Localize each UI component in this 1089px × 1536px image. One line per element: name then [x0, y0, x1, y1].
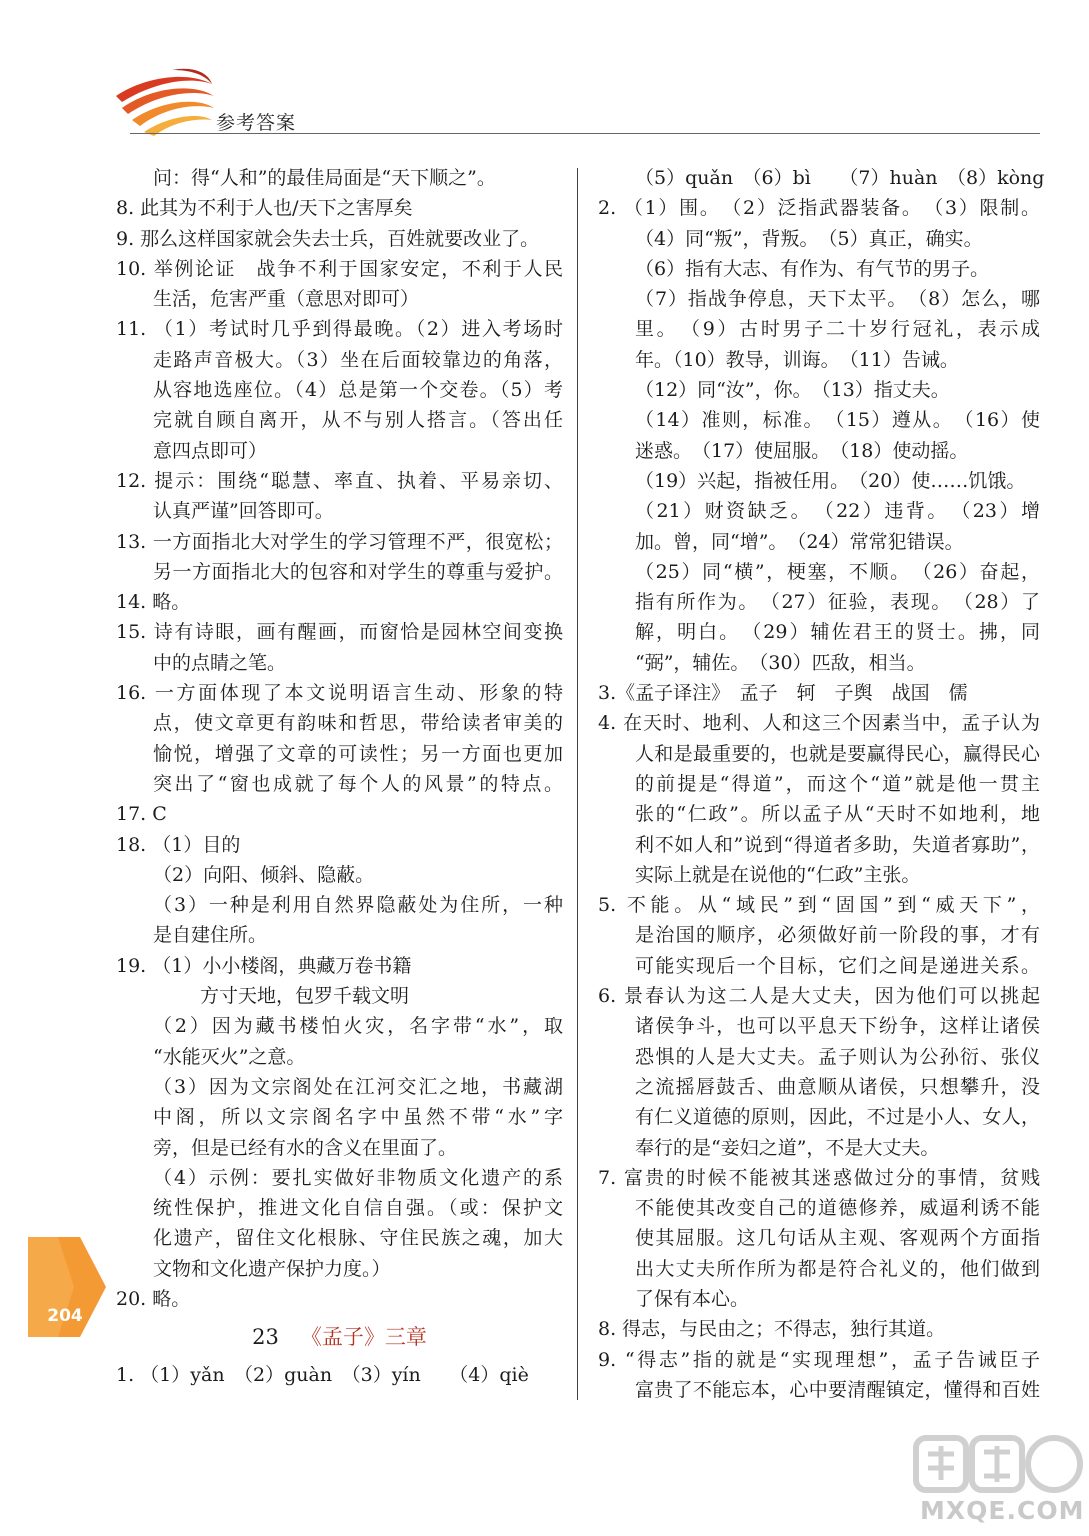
answer-line: 方寸天地，包罗千载文明	[200, 985, 410, 1008]
answer-line: 愉悦，增强了文章的可读性；另一方面也更加	[153, 742, 563, 765]
answer-line: 4. 在天时、地利、人和这三个因素当中，孟子认为	[598, 712, 1040, 735]
answer-line: 年。（10）教导，训诲。 （11）告诫。	[635, 348, 959, 371]
answer-line: 旁，但是已经有水的含义在里面了。	[153, 1136, 458, 1159]
answer-line: 9. “得志”指的就是“实现理想”，孟子告诫臣子	[598, 1348, 1040, 1371]
answer-line: 12. 提示：围绕“聪慧、率直、执着、平易亲切、	[116, 469, 563, 492]
answer-line: 出大丈夫所作所为都是符合礼义的，他们做到	[635, 1257, 1040, 1280]
answer-line: 1. （1）yǎn （2）guàn （3）yín （4）qiè	[116, 1364, 529, 1387]
answer-line: “弼”，辅佐。 （30）匹敌，相当。	[635, 651, 926, 674]
answer-line: 15. 诗有诗眼，画有醒画，而窗恰是园林空间变换	[116, 621, 563, 644]
answer-line: 20. 略。	[116, 1287, 191, 1310]
swoosh-logo-icon	[112, 62, 216, 136]
answer-line: （4）示例：要扎实做好非物质文化遗产的系	[153, 1166, 563, 1189]
answer-line: 意四点即可）	[153, 439, 268, 462]
column-divider	[577, 168, 578, 1400]
answer-line: 18. （1）目的	[116, 833, 241, 856]
answer-line: 加。曾，同“增”。 （24）常常犯错误。	[635, 530, 964, 553]
answer-line: 迷惑。 （17）使屈服。 （18）使动摇。	[635, 439, 969, 462]
answer-line: 13. 一方面指北大对学生的学习管理不严，很宽松；	[116, 530, 563, 553]
answer-line: （19）兴起，指被任用。 （20）使……饥饿。	[635, 469, 1026, 492]
page-number: 204	[47, 1306, 83, 1326]
answer-line: 是自建住所。	[153, 924, 268, 947]
answer-line: 2. （1）围。 （2）泛指武器装备。 （3）限制。	[598, 197, 1040, 220]
answer-line: 生活，危害严重（意思对即可）	[153, 288, 420, 311]
answer-line: 点，使文章更有韵味和哲思，带给读者审美的	[153, 712, 563, 735]
answer-line: 指有所作为。 （27）征验，表现。 （28）了	[635, 591, 1040, 614]
answer-line: 19. （1）小小楼阁，典藏万卷书籍	[116, 954, 412, 977]
answer-line: 利不如人和”说到“得道者多助，失道者寡助”，	[635, 833, 1040, 856]
answer-line: 10. 举例论证 战争不利于国家安定，不利于人民	[116, 257, 563, 280]
answer-line: 中阁，所以文宗阁名字中虽然不带“水”字	[153, 1106, 563, 1129]
header-rule	[130, 133, 1040, 134]
answer-line: 走路声音极大。（3）坐在后面较靠边的角落，	[153, 348, 563, 371]
answer-line: （5）quǎn （6）bì （7）huàn （8）kòng	[635, 167, 1045, 189]
answer-line: 使其屈服。这几句话从主观、客观两个方面指	[635, 1227, 1040, 1250]
answer-line: 9. 那么这样国家就会失去士兵，百姓就要改业了。	[116, 227, 540, 250]
answer-line: 实际上就是在说他的“仁政”主张。	[635, 863, 921, 886]
answer-line: 了保有本心。	[635, 1287, 750, 1310]
answer-line: 8. 得志，与民由之；不得志，独行其道。	[598, 1318, 946, 1341]
answer-line: 14. 略。	[116, 591, 191, 614]
answer-line: 不能使其改变自己的道德修养，威逼利诱不能	[635, 1197, 1040, 1220]
answer-line: （12）同“汝”，你。 （13）指丈夫。	[635, 379, 950, 402]
answer-line: 问：得“人和”的最佳局面是“天下顺之”。	[153, 167, 496, 189]
answer-line: 8. 此其为不利于人也/天下之害厚矣	[116, 197, 413, 220]
answer-line: 16. 一方面体现了本文说明语言生动、形象的特	[116, 682, 563, 705]
left-column	[116, 163, 563, 1391]
answer-line: 诸侯争斗，也可以平息天下纷争，这样让诸侯	[635, 1015, 1040, 1038]
answer-line: （3）一种是利用自然界隐蔽处为住所，一种	[153, 894, 563, 917]
page-header	[0, 0, 1089, 140]
answer-line: （2）因为藏书楼怕火灾，名字带“水”，取	[153, 1015, 563, 1038]
answer-line: 5. 不能。从“域民”到“固国”到“威天下”，	[598, 894, 1040, 917]
section-title	[116, 1314, 563, 1360]
answer-line: 统性保护，推进文化自信自强。（或：保护文	[153, 1197, 563, 1220]
answer-line: 里。 （9）古时男子二十岁行冠礼，表示成	[635, 318, 1040, 341]
answer-line: 之流摇唇鼓舌、曲意顺从诸侯，只想攀升，没	[635, 1075, 1040, 1098]
answer-line: 3.《孟子译注》 孟子 轲 子舆 战国 儒	[598, 682, 968, 705]
answer-line: （14）准则，标准。 （15）遵从。 （16）使	[635, 409, 1040, 432]
answer-line: （6）指有大志、有作为、有气节的男子。	[635, 257, 990, 280]
section-title-name: 《孟子》三章	[300, 1325, 427, 1350]
right-column	[598, 163, 1045, 1405]
answer-line: 完就自顾自离开，从不与别人搭言。（答出任	[153, 409, 563, 432]
answer-line: “水能灭火”之意。	[153, 1045, 306, 1068]
section-title-number: 23	[252, 1325, 279, 1350]
answer-line: 的前提是“得道”，而这个“道”就是他一贯主	[635, 772, 1040, 795]
answer-line: 另一方面指北大的包容和对学生的尊重与爱护。	[153, 560, 563, 583]
answer-line: 17. C	[116, 803, 167, 826]
answer-line: 突出了“窗也成就了每个人的风景”的特点。	[153, 772, 563, 795]
answer-line: （4）同“叛”，背叛。 （5）真正，确实。	[635, 227, 983, 250]
watermark-text: MXQE.COM	[920, 1496, 1085, 1525]
answer-line: 中的点睛之笔。	[153, 651, 287, 674]
answer-line: 认真严谨”回答即可。	[153, 500, 334, 523]
header-title: 参考答案	[216, 112, 297, 134]
answer-line: （7）指战争停息，天下太平。 （8）怎么，哪	[635, 288, 1040, 311]
answer-line: 7. 富贵的时候不能被其迷惑做过分的事情，贫贱	[598, 1166, 1040, 1189]
answer-line: 张的“仁政”。所以孟子从“天时不如地利，地	[635, 803, 1040, 826]
answer-line: 从容地选座位。（4）总是第一个交卷。（5）考	[153, 379, 563, 402]
answer-line: 富贵了不能忘本，心中要清醒镇定，懂得和百姓	[635, 1378, 1040, 1401]
answer-line: 奉行的是“妾妇之道”，不是大丈夫。	[635, 1136, 940, 1159]
answer-line: （25）同“横”，梗塞，不顺。 （26）奋起，	[635, 560, 1040, 583]
answer-line: 化遗产，留住文化根脉、守住民族之魂，加大	[153, 1227, 563, 1250]
answer-line: （2）向阳、倾斜、隐蔽。	[153, 863, 375, 886]
answer-line: 解，明白。 （29）辅佐君王的贤士。拂，同	[635, 621, 1040, 644]
answer-line: 恐惧的人是大丈夫。孟子则认为公孙衍、张仪	[635, 1045, 1040, 1068]
answer-line: 是治国的顺序，必须做好前一阶段的事，才有	[635, 924, 1040, 947]
answer-line: 11. （1）考试时几乎到得最晚。（2）进入考场时	[116, 318, 563, 341]
answer-line: 人和是最重要的，也就是要赢得民心，赢得民心	[635, 742, 1040, 765]
answer-line: （3）因为文宗阁处在江河交汇之地，书藏湖	[153, 1075, 563, 1098]
answer-line: （21）财资缺乏。 （22）违背。 （23）增	[635, 500, 1040, 523]
answer-line: 文物和文化遗产保护力度。）	[153, 1257, 391, 1280]
answer-line: 有仁义道德的原则，因此，不过是小人、女人，	[635, 1106, 1040, 1129]
answer-line: 6. 景春认为这二人是大丈夫，因为他们可以挑起	[598, 985, 1040, 1008]
answer-line: 可能实现后一个目标，它们之间是递进关系。	[635, 954, 1040, 977]
